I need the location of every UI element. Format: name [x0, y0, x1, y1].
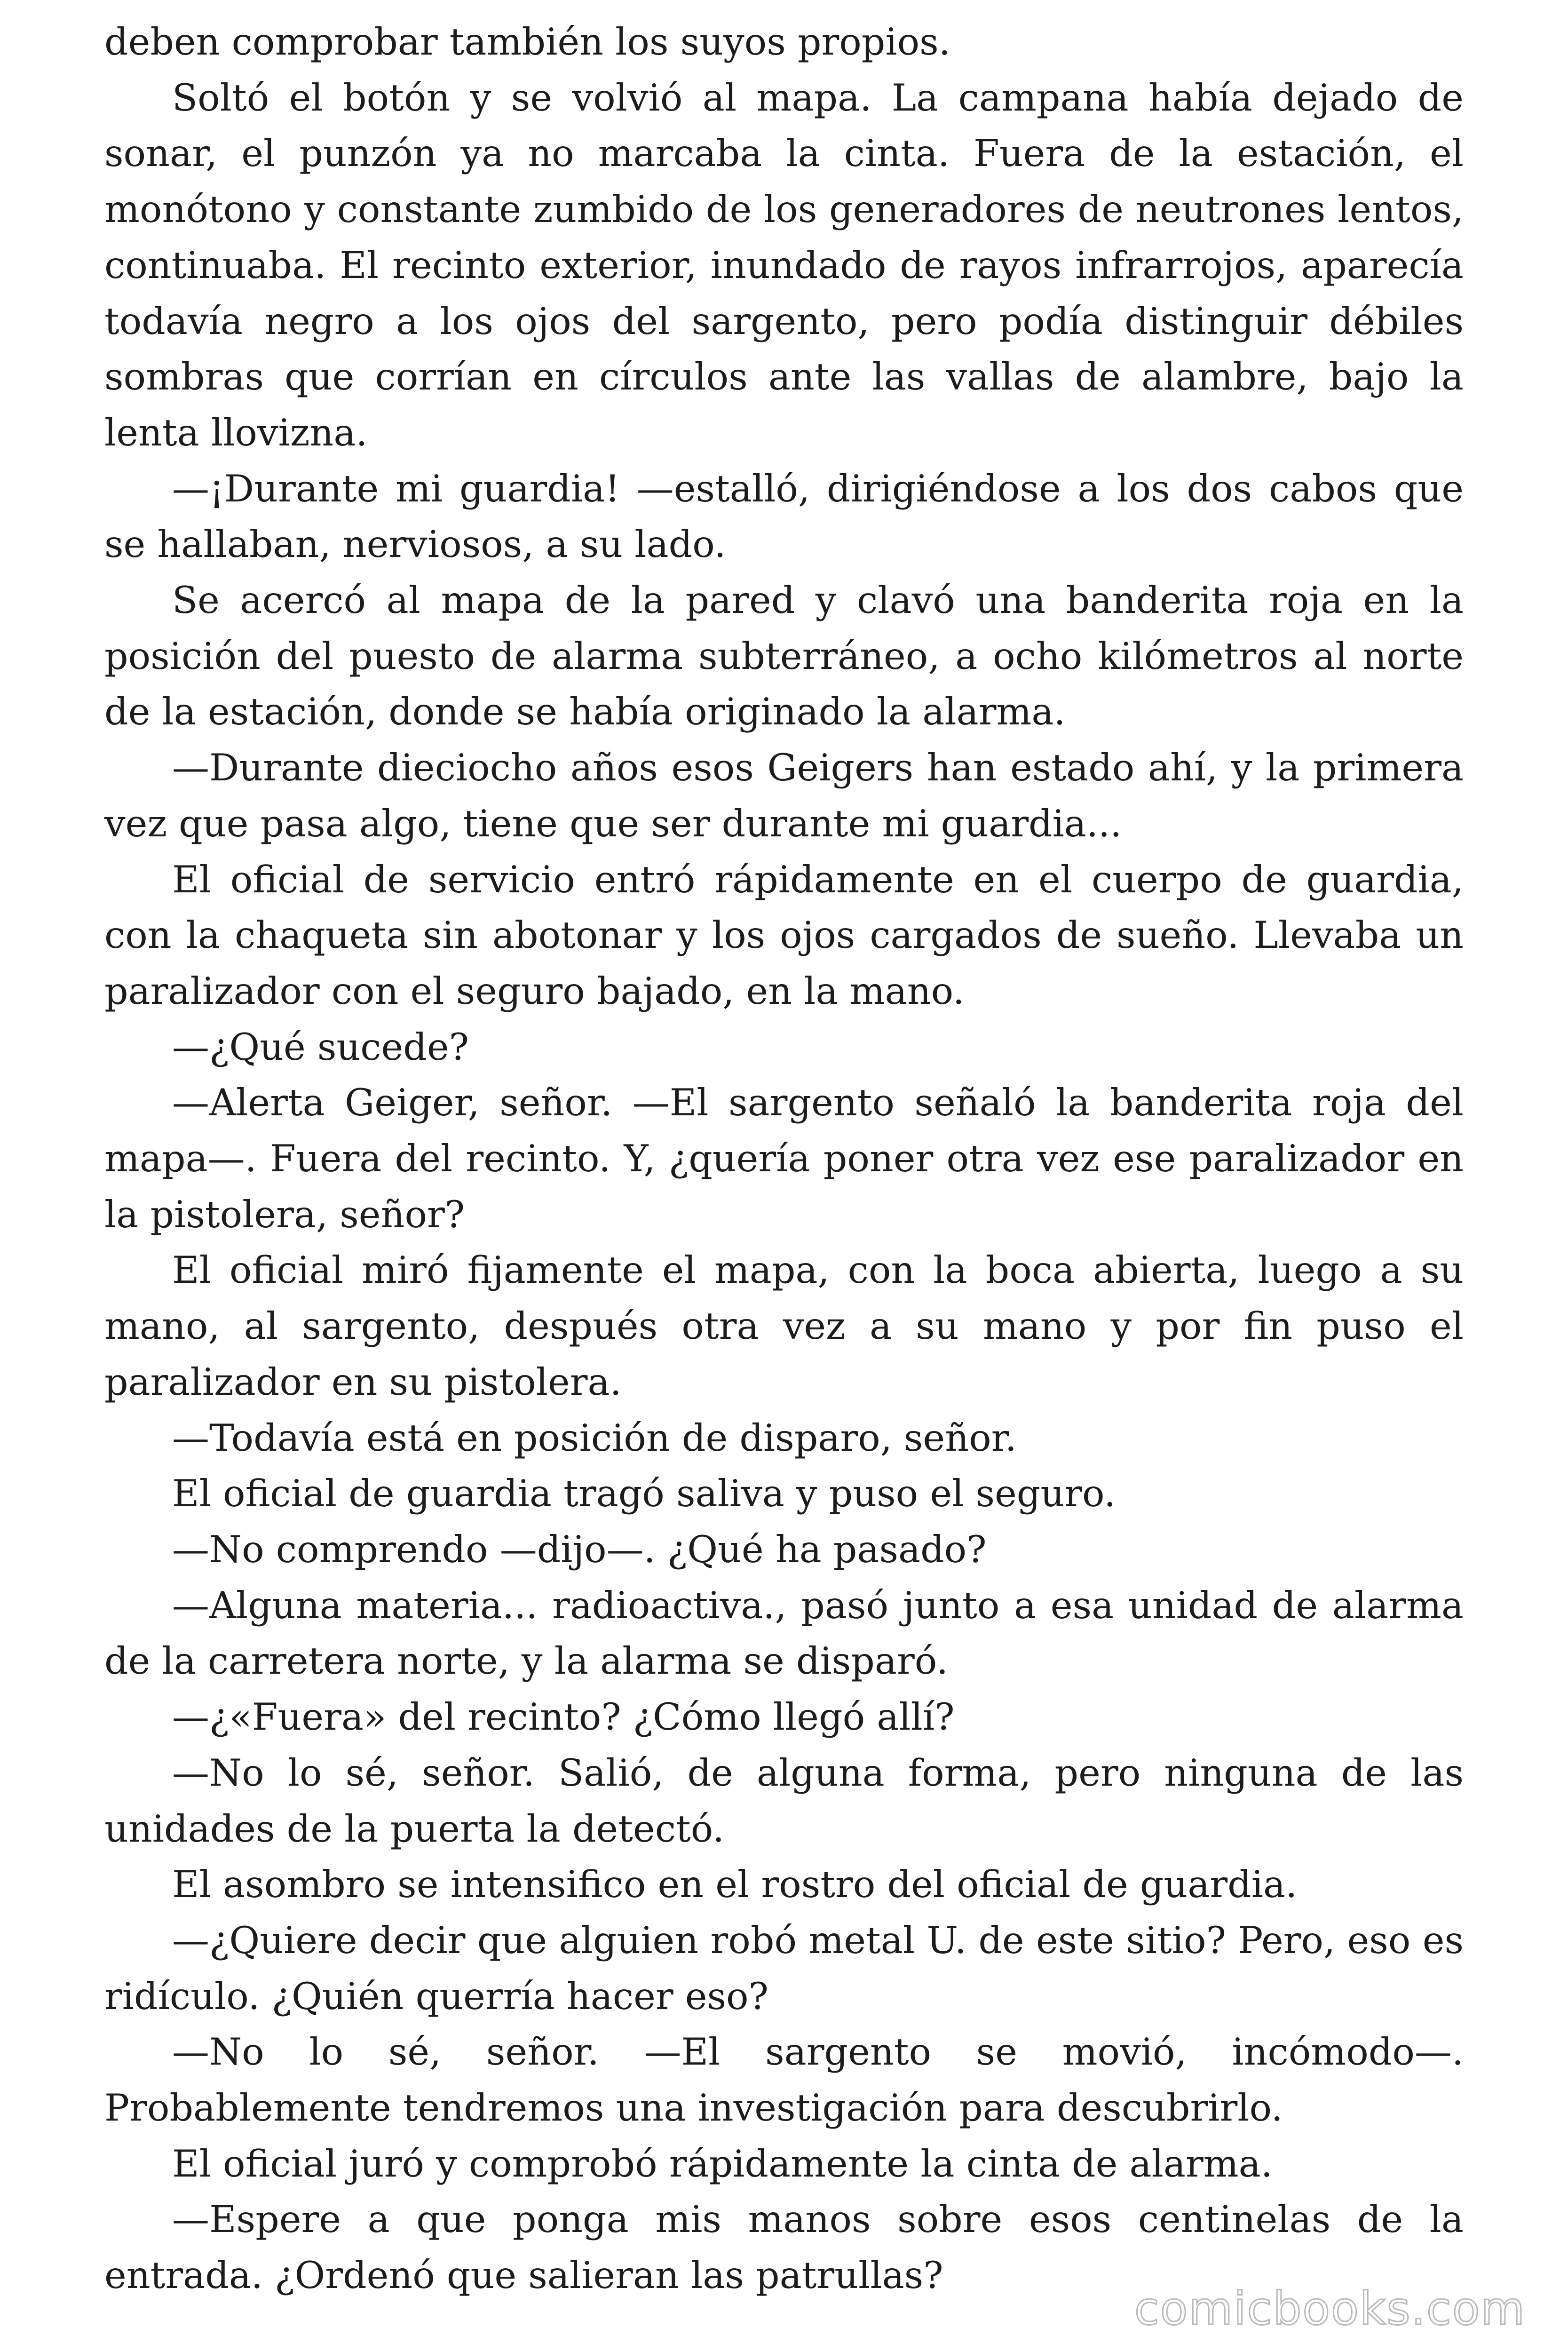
paragraph: —No lo sé, señor. Salió, de alguna forma, pero ninguna de las unidades de la puerta la detectó. — [104, 1751, 1464, 1851]
paragraph: —Todavía está en posición de disparo, señor. — [172, 1416, 1017, 1460]
paragraph: El oficial de servicio entró rápidamente en el cuerpo de guardia, con la chaqueta sin abotonar y los ojos cargados de sueño. Llevaba un paralizador con el seguro bajado, en la mano. — [104, 858, 1464, 1013]
paragraph: Soltó el botón y se volvió al mapa. La campana había dejado de sonar, el punzón ya no marcaba la cinta. Fuera de la estación, el monótono y constante zumbido de los generadores de neutrones lentos, continuaba. El recinto exterior, inundado de rayos infrarrojos, aparecía todavía negro a los ojos del sargento, pero podía distinguir débiles sombras que corrían en círculos ante las vallas de alambre, bajo la lenta llovizna. — [104, 76, 1464, 454]
book-page-text — [104, 14, 1464, 2304]
paragraph: —Alerta Geiger, señor. —El sargento señaló la banderita roja del mapa—. Fuera del recinto. Y, ¿quería poner otra vez ese paralizador en la pistolera, señor? — [104, 1081, 1464, 1236]
paragraph: El oficial de guardia tragó saliva y puso el seguro. — [172, 1472, 1116, 1516]
paragraph: —No lo sé, señor. —El sargento se movió, incómodo—. Probablemente tendremos una investigación para descubrirlo. — [104, 2030, 1464, 2130]
paragraph: —¡Durante mi guardia! —estalló, dirigiéndose a los dos cabos que se hallaban, nerviosos, a su lado. — [104, 467, 1464, 566]
paragraph: El asombro se intensifico en el rostro del oficial de guardia. — [172, 1863, 1298, 1907]
paragraph: —Alguna materia... radioactiva., pasó junto a esa unidad de alarma de la carretera norte, y la alarma se disparó. — [104, 1583, 1464, 1683]
paragraph: El oficial juró y comprobó rápidamente la cinta de alarma. — [172, 2142, 1273, 2185]
paragraph: —¿Quiere decir que alguien robó metal U. de este sitio? Pero, eso es ridículo. ¿Quién querría hacer eso? — [104, 1918, 1464, 2018]
paragraph: Se acercó al mapa de la pared y clavó una banderita roja en la posición del puesto de alarma subterráneo, a ocho kilómetros al norte de la estación, donde se había originado la alarma. — [104, 579, 1464, 734]
paragraph: —¿Qué sucede? — [172, 1025, 469, 1069]
paragraph: —Durante dieciocho años esos Geigers han estado ahí, y la primera vez que pasa algo, tiene que ser durante mi guardia... — [104, 746, 1464, 845]
paragraph: —No comprendo —dijo—. ¿Qué ha pasado? — [172, 1527, 987, 1571]
paragraph: El oficial miró fijamente el mapa, con la boca abierta, luego a su mano, al sargento, después otra vez a su mano y por fin puso el paralizador en su pistolera. — [104, 1248, 1464, 1404]
watermark: comicbooks.com — [1134, 2282, 1526, 2335]
paragraph: —¿«Fuera» del recinto? ¿Cómo llegó allí? — [172, 1695, 955, 1739]
paragraph: —Espere a que ponga mis manos sobre esos centinelas de la entrada. ¿Ordenó que salieran las patrullas? — [104, 2198, 1464, 2297]
paragraph: deben comprobar también los suyos propios. — [104, 20, 950, 64]
